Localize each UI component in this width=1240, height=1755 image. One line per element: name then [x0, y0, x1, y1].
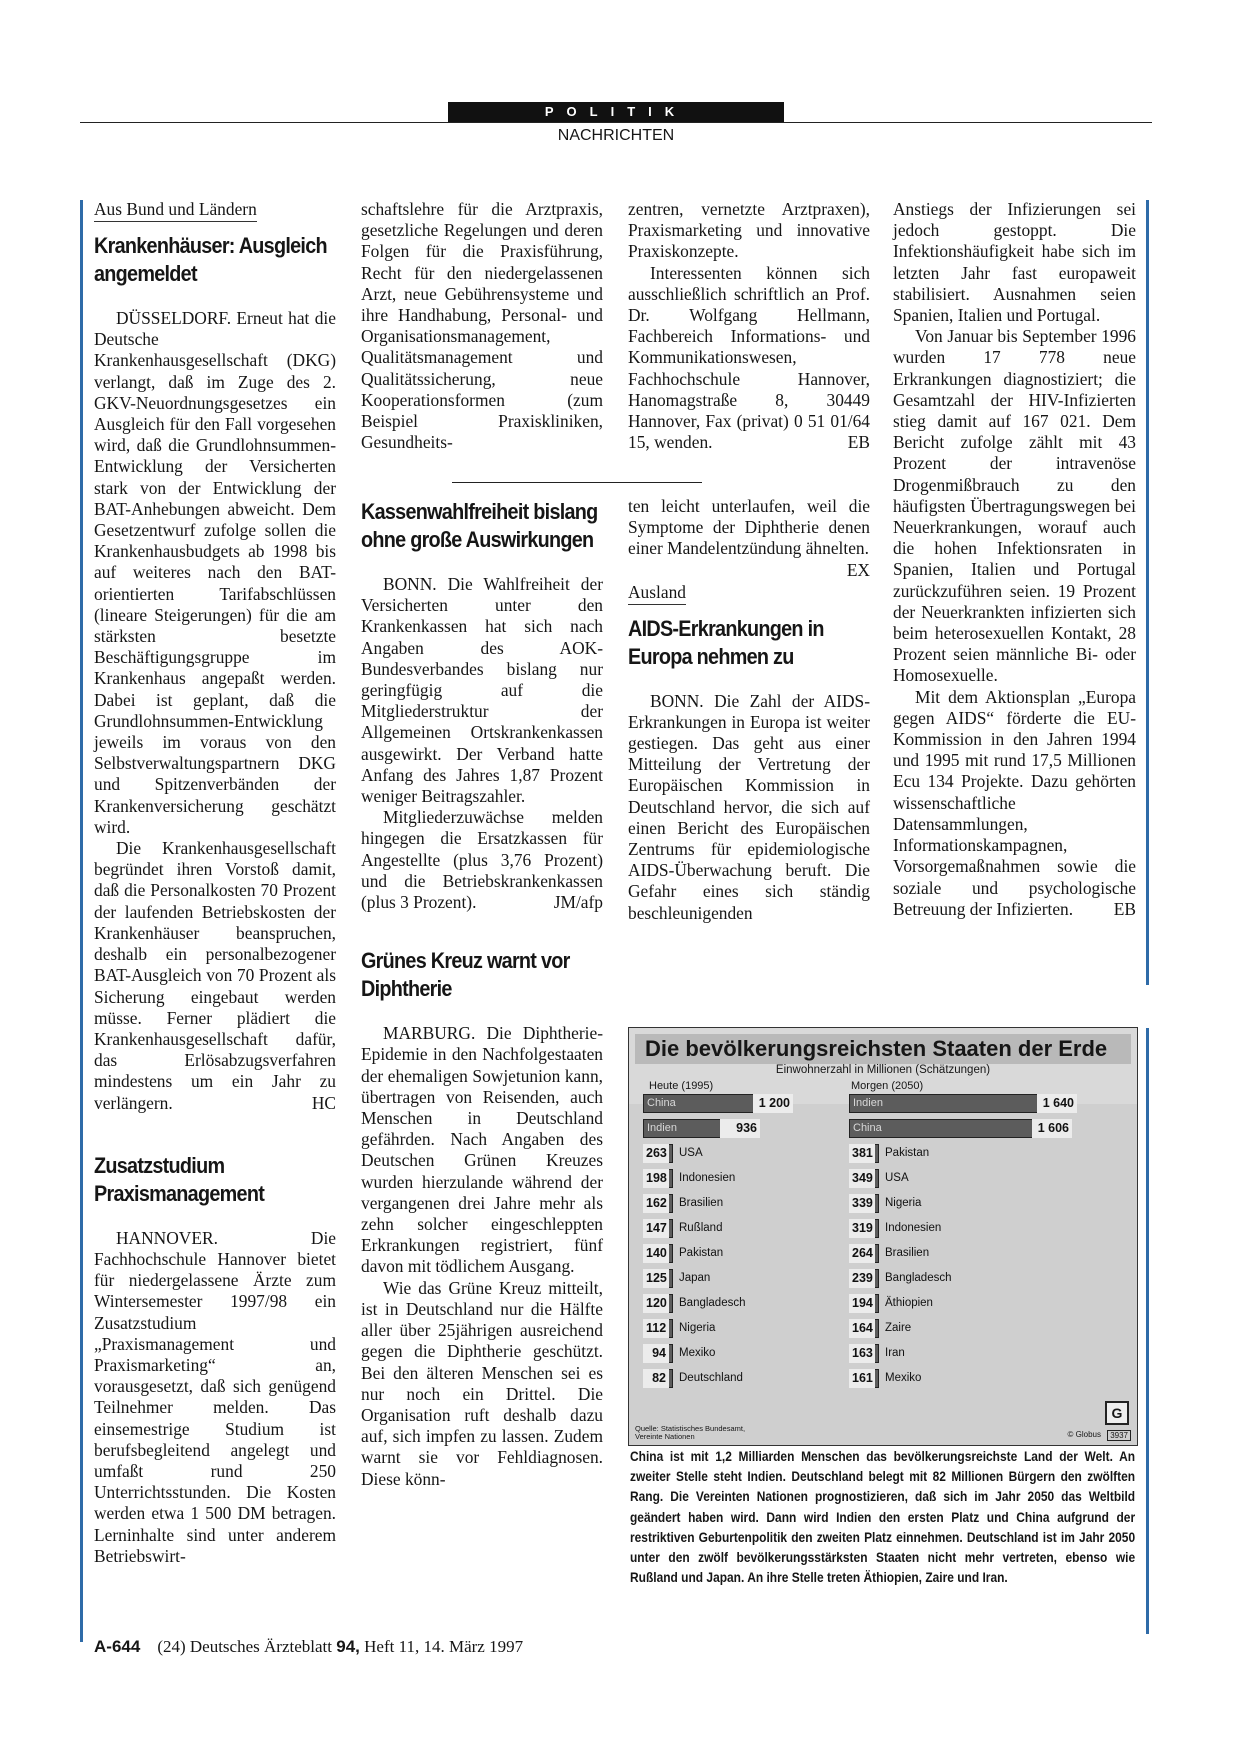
bar-value-label: 94 — [643, 1344, 669, 1363]
bar-category-label: Deutschland — [679, 1372, 743, 1384]
author-sign: HC — [311, 1092, 336, 1113]
article-paragraph: BONN. Die Zahl der AIDS-Erkrankungen in Europa ist weiter gestiegen. Das geht aus einer Mitteilung der Vertretung der Europäischen Kommission in Deutschland hervor, die sich auf einen Bericht des Europäischen Zentrums für epidemiologische AIDS-Überwachung beruft. Die Gefahr eines sich ständig beschleunigenden — [628, 690, 870, 923]
section-label: POLITIK — [448, 102, 784, 122]
bar-value-label: 319 — [849, 1219, 875, 1238]
bar-value-label: 264 — [849, 1244, 875, 1263]
bar-value-label: 239 — [849, 1269, 875, 1288]
bar-value-label: 198 — [643, 1169, 669, 1188]
article-paragraph: MARBURG. Die Diphtherie-Epidemie in den Nachfolgestaaten der ehemaligen Sowjetunion kann, übertragen von Reisenden, auch Menschen in Deutschland gefährden. Nach Angaben des Deutschen Grünen Kreuzes wurden hierzulande während der vergangenen drei Jahre mehr als zehn solcher eingeschleppten Erkrankungen registriert, fünf davon mit tödlichem Ausgang. — [361, 1023, 603, 1277]
bar-category-label: Bangladesch — [679, 1297, 746, 1309]
dateline-label: Aus Bund und Ländern — [94, 199, 257, 222]
article-paragraph: Wie das Grüne Kreuz mitteilt, ist in Deutschland nur die Hälfte aller über 25jährigen ausreichend gegen die Diphtherie geschützt. Bei den älteren Menschen sei es nur noch ein Drittel. Die Organisation ruft deshalb dazu auf, sich impfen zu lassen. Zudem warnt sie vor Fehldiagnosen. Diese könn- — [361, 1277, 603, 1489]
chart-subtitle: Einwohnerzahl in Millionen (Schätzungen) — [775, 1064, 991, 1076]
bar-value-label: 147 — [643, 1219, 669, 1238]
bar-value-label: 112 — [643, 1319, 669, 1338]
article-paragraph: Von Januar bis September 1996 wurden 17 778 neue Erkrankungen diagnostiziert; die Gesamtzahl der HIV-Infizierten stieg damit auf 167 021. Dem Bericht zufolge zählt mit 43 Prozent der intravenöse Drogenmißbrauch zu den häufigsten Übertragungswegen bei Neuerkrankungen, worauf auch die hohen Infektionsraten in Spanien, Italien und Portugal zurückzuführen seien. 19 Prozent der Neuerkrankten infizierten sich beim heterosexuellen Kontakt, 28 Prozent seien männliche Bi- oder Homosexuelle. — [893, 326, 1136, 686]
bar-category-label: Iran — [885, 1347, 905, 1359]
chart-source: Quelle: Statistisches Bundesamt, Vereinte Nationen — [635, 1424, 746, 1441]
article-paragraph: Anstiegs der Infizierungen sei jedoch gestoppt. Die Infektionshäufigkeit habe sich im letzten Jahr fast europaweit stabilisiert. Ausnahmen seien Spanien, Italien und Portugal. — [893, 199, 1136, 326]
chart-credit: © Globus — [1067, 1430, 1101, 1439]
accent-bar-right — [1146, 200, 1149, 985]
page-footer — [94, 1637, 523, 1657]
column-3 — [628, 199, 870, 453]
bar-category-label: Indonesien — [679, 1172, 736, 1184]
article-paragraph: DÜSSELDORF. Erneut hat die Deutsche Krankenhausgesellschaft (DKG) verlangt, daß im Zuge des 2. GKV-Neuordnungsgesetzes ein Ausgleich für den Fall vorgesehen wird, daß die Grundlohnsummen-Entwicklung der Versicherten stark von der Entwicklung der BAT-Anhebungen abweicht. Dem Gesetzentwurf zufolge sollen die Krankenhausbudgets ab 1998 bis auf weiteres nach den BAT-orientierten Tarifabschlüssen (lineare Steigerungen) für die am stärksten besetzte Beschäftigungsgruppe im Krankenhaus angepaßt werden. Dabei ist geplant, daß die Grundlohnsummen-Entwicklung jeweils im voraus von den Selbstverwaltungspartnern DKG und Spitzenverbänden der Krankenversicherung geschätzt wird. — [94, 308, 336, 837]
headline-kassenwahlfreiheit: Kassenwahlfreiheit bislang ohne große Auswirkungen — [361, 499, 598, 552]
headline-krankenhaeuser: Krankenhäuser: Ausgleich angemeldet — [94, 233, 327, 286]
journal-issue: Heft 11, 14. März 1997 — [364, 1637, 524, 1656]
bar-category-label: Brasilien — [679, 1197, 724, 1209]
population-chart — [628, 1027, 1138, 1446]
headline-zusatzstudium: Zusatzstudium Praxismanagement — [94, 1152, 265, 1206]
bar-category-label: China — [647, 1097, 676, 1109]
article-paragraph: zentren, vernetzte Arztpraxen), Praxismarketing und innovative Praxiskonzepte. — [628, 199, 870, 262]
column-4 — [893, 199, 1136, 920]
bar-value-label: 162 — [643, 1194, 669, 1213]
bar-category-label: China — [853, 1122, 882, 1134]
accent-bar-left — [80, 200, 83, 1642]
headline-aids: AIDS-Erkrankungen in Europa nehmen zu — [628, 615, 824, 669]
journal-reference: (24) Deutsches Ärzteblatt — [157, 1637, 332, 1656]
bar-category-label: Brasilien — [885, 1247, 930, 1259]
bar-value-label: 1 200 — [753, 1094, 793, 1113]
article-paragraph-with-sign — [893, 687, 1136, 920]
chart-code: 3937 — [1107, 1430, 1131, 1441]
spacer — [628, 560, 870, 582]
article-paragraph: Interessenten können sich ausschließlich schriftlich an Prof. Dr. Wolfgang Hellmann, Fachbereich Informations- und Kommunikationswesen, Fachhochschule Hannover, Hanomagstraße 8, 30449 Hannover, Fax (privat) 0 51 01/64 15, wenden. — [628, 262, 870, 453]
bar-value-label: 1 606 — [1032, 1119, 1072, 1138]
bar-value-label: 164 — [849, 1319, 875, 1338]
bar-value-label: 194 — [849, 1294, 875, 1313]
bar-category-label: Bangladesch — [885, 1272, 952, 1284]
author-sign: EB — [847, 432, 870, 453]
bar-value-label: 163 — [849, 1344, 875, 1363]
bar-value-label: 339 — [849, 1194, 875, 1213]
article-paragraph: ten leicht unterlaufen, weil die Symptome der Diphtherie denen einer Mandelentzündung ähnelten. — [628, 496, 870, 559]
article-paragraph: Mitgliederzuwächse melden hingegen die Ersatzkassen für Angestellte (plus 3,76 Prozent) und die Betriebskrankenkassen (plus 3 Prozent). — [361, 807, 603, 913]
column-2 — [361, 199, 603, 453]
bar-category-label: Pakistan — [679, 1247, 724, 1259]
journal-volume: 94, — [336, 1637, 360, 1656]
globus-logo-icon: G — [1105, 1401, 1129, 1425]
panel-label-tomorrow: Morgen (2050) — [851, 1080, 924, 1092]
column-2-lower — [361, 494, 603, 1490]
article-paragraph-with-sign — [361, 807, 603, 913]
spacer — [94, 1114, 336, 1148]
spacer — [361, 913, 603, 943]
bar-category-label: Rußland — [679, 1222, 723, 1234]
article-separator — [452, 482, 702, 483]
headline-gruenes-kreuz: Grünes Kreuz warnt vor Diphtherie — [361, 948, 570, 1002]
author-sign: EB — [1113, 898, 1136, 919]
article-paragraph: HANNOVER. Die Fachhochschule Hannover bietet für niedergelassene Ärzte zum Wintersemester 1997/98 ein Zusatzstudium „Praxismanagement und Praxismarketing“ an, vorausgesetzt, daß sich genügend Teilnehmer melden. Das einsemestrige Studium ist berufsbegleitend angelegt und umfaßt rund 250 Unterrichtsstunden. Die Kosten werden etwa 1 500 DM betragen. Lerninhalte sind unter anderem Betriebswirt- — [94, 1227, 336, 1566]
column-1 — [94, 199, 336, 1567]
header-rule — [80, 122, 1152, 123]
article-paragraph: schaftslehre für die Arztpraxis, gesetzliche Regelungen und deren Folgen für die Praxisführung, Recht für den niedergelassenen Arzt, neue Gebührensysteme und ihre Handhabung, Personal- und Organisationsmanagement, Qualitätsmanagement und Qualitätssicherung, neue Kooperationsformen (zum Beispiel Praxiskliniken, Gesundheits- — [361, 199, 603, 453]
accent-bar-right-lower — [1146, 1028, 1149, 1634]
bar-value-label: 125 — [643, 1269, 669, 1288]
bar-category-label: Pakistan — [885, 1147, 930, 1159]
author-sign: JM/afp — [553, 892, 603, 913]
subsection-label: NACHRICHTEN — [557, 127, 675, 144]
bar-category-label: Mexiko — [885, 1372, 922, 1384]
article-paragraph-with-sign — [628, 496, 870, 580]
article-paragraph-with-sign — [628, 263, 870, 454]
bar-category-label: Mexiko — [679, 1347, 716, 1359]
bar-value-label: 936 — [720, 1119, 760, 1138]
bar-value-label: 349 — [849, 1169, 875, 1188]
bar-value-label: 1 640 — [1037, 1094, 1077, 1113]
bar-category-label: Indien — [853, 1097, 883, 1109]
chart-caption: China ist mit 1,2 Milliarden Menschen das bevölkerungsreichste Land der Welt. An zweiter Stelle steht Indien. Deutschland belegt mit 82 Millionen Bürgern den zwölften Rang. Die Vereinten Nationen prognostizieren, daß sich im Jahr 2050 das Weltbild geändert haben wird. Dann wird Indien den ersten Platz und China aufgrund der restriktiven Geburtenpolitik den zweiten Platz einnehmen. Deutschland ist im Jahr 2050 unter den zwölf bevölkerungsstärksten Staaten nicht mehr vertreten, ebenso wie Rußland und Japan. An ihre Stelle treten Äthiopien, Zaire und Iran. — [630, 1449, 1136, 1586]
bar-category-label: Zaire — [885, 1322, 912, 1334]
bar-category-label: USA — [885, 1172, 909, 1184]
page-number: A-644 — [94, 1637, 141, 1656]
article-paragraph: Mit dem Aktionsplan „Europa gegen AIDS“ förderte die EU-Kommission in den Jahren 1994 und 1995 mit rund 17,5 Millionen Ecu 134 Projekte. Dazu gehörten wissenschaftliche Datensammlungen, Informationskampagnen, Vorsorgemaßnahmen sowie die soziale und psychologische Betreuung der Infizierten. — [893, 686, 1136, 919]
bar-category-label: USA — [679, 1147, 703, 1159]
bar-value-label: 120 — [643, 1294, 669, 1313]
dateline-label: Ausland — [628, 582, 686, 605]
bar-value-label: 263 — [643, 1144, 669, 1163]
bar-value-label: 381 — [849, 1144, 875, 1163]
article-paragraph: Die Krankenhausgesellschaft begründet ihren Vorstoß damit, daß die Personalkosten 70 Prozent der laufenden Betriebskosten der Krankenhäuser beanspruchen, deshalb ein personalbezogener BAT-Ausgleich von 70 Prozent als Sicherung eingebaut werden müsse. Ferner plädiert die Krankenhausgesellschaft dafür, das Erlösabzugsverfahren mindestens um ein Jahr zu verlängern. — [94, 838, 336, 1113]
bar-category-label: Indien — [647, 1122, 677, 1134]
bar-category-label: Äthiopien — [885, 1297, 933, 1309]
article-paragraph: BONN. Die Wahlfreiheit der Versicherten unter den Krankenkassen hat sich nach Angaben des AOK-Bundesverbandes bislang nur geringfügig auf die Mitgliederstruktur der Allgemeinen Ortskrankenkassen ausgewirkt. Der Verband hatte Anfang des Jahres 1,87 Prozent weniger Beitragszahler. — [361, 574, 603, 807]
panel-label-today: Heute (1995) — [649, 1080, 714, 1092]
bar-value-label: 82 — [643, 1369, 669, 1388]
bar-category-label: Nigeria — [679, 1322, 716, 1334]
article-paragraph-with-sign — [94, 838, 336, 1114]
bar-category-label: Nigeria — [885, 1197, 922, 1209]
author-sign: EX — [846, 559, 870, 580]
bar-value-label: 140 — [643, 1244, 669, 1263]
chart-title: Die bevölkerungsreichsten Staaten der Erde — [635, 1034, 1131, 1064]
column-3-lower — [628, 496, 870, 924]
bar-category-label: Indonesien — [885, 1222, 942, 1234]
bar-value-label: 161 — [849, 1369, 875, 1388]
bar-category-label: Japan — [679, 1272, 711, 1284]
